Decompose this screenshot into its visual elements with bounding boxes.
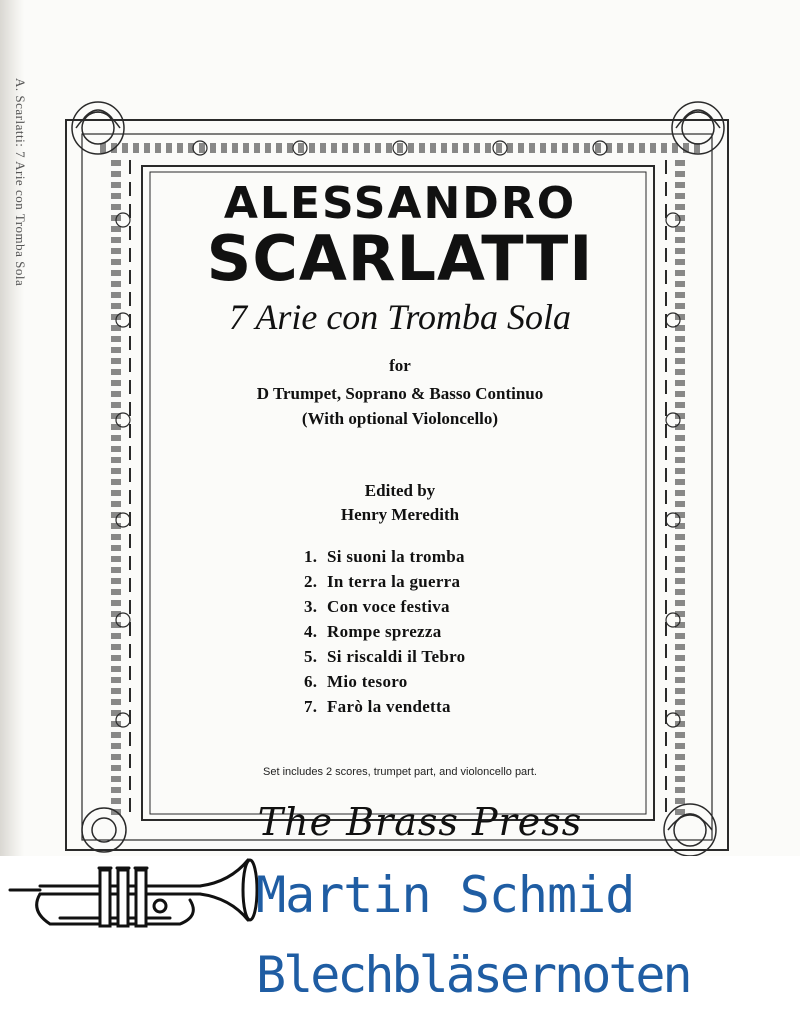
aria-title: Con voce festiva bbox=[327, 597, 450, 616]
instrumentation: D Trumpet, Soprano & Basso Continuo bbox=[256, 384, 544, 403]
aria-title: Rompe sprezza bbox=[327, 622, 442, 641]
publisher-logo: The Brass Press bbox=[257, 800, 583, 844]
aria-title: Mio tesoro bbox=[327, 672, 408, 691]
aria-number: 3. bbox=[304, 597, 318, 616]
list-item bbox=[304, 597, 604, 622]
trumpet-icon bbox=[0, 856, 260, 956]
list-item bbox=[304, 547, 604, 572]
aria-number: 6. bbox=[304, 672, 318, 691]
list-item bbox=[304, 647, 604, 672]
aria-number: 7. bbox=[304, 697, 318, 716]
for-label: for bbox=[389, 356, 411, 375]
list-item bbox=[304, 697, 604, 722]
editor-name: Henry Meredith bbox=[340, 505, 460, 524]
aria-list bbox=[304, 547, 604, 722]
spine-title: A. Scarlatti: 7 Arie con Tromba Sola bbox=[13, 78, 28, 287]
composer-last-name: SCARLATTI bbox=[206, 222, 594, 295]
aria-title: Si suoni la tromba bbox=[327, 547, 465, 566]
dealer-name: Martin Schmid bbox=[256, 866, 635, 924]
list-item bbox=[304, 572, 604, 597]
aria-title: Farò la vendetta bbox=[327, 697, 451, 716]
composer-first-name: ALESSANDRO bbox=[223, 178, 577, 229]
list-item bbox=[304, 672, 604, 697]
list-item bbox=[304, 622, 604, 647]
aria-number: 1. bbox=[304, 547, 318, 566]
aria-number: 4. bbox=[304, 622, 318, 641]
work-title: 7 Arie con Tromba Sola bbox=[228, 297, 572, 337]
edited-by-label: Edited by bbox=[364, 481, 436, 500]
aria-title: Si riscaldi il Tebro bbox=[327, 647, 466, 666]
aria-number: 2. bbox=[304, 572, 318, 591]
dealer-banner bbox=[0, 856, 800, 1025]
aria-title: In terra la guerra bbox=[327, 572, 461, 591]
dealer-subtitle: Blechbläsernoten bbox=[256, 946, 690, 1004]
aria-number: 5. bbox=[304, 647, 318, 666]
set-contents-note: Set includes 2 scores, trumpet part, and violoncello part. bbox=[263, 766, 537, 778]
optional-instrument: (With optional Violoncello) bbox=[301, 409, 499, 428]
